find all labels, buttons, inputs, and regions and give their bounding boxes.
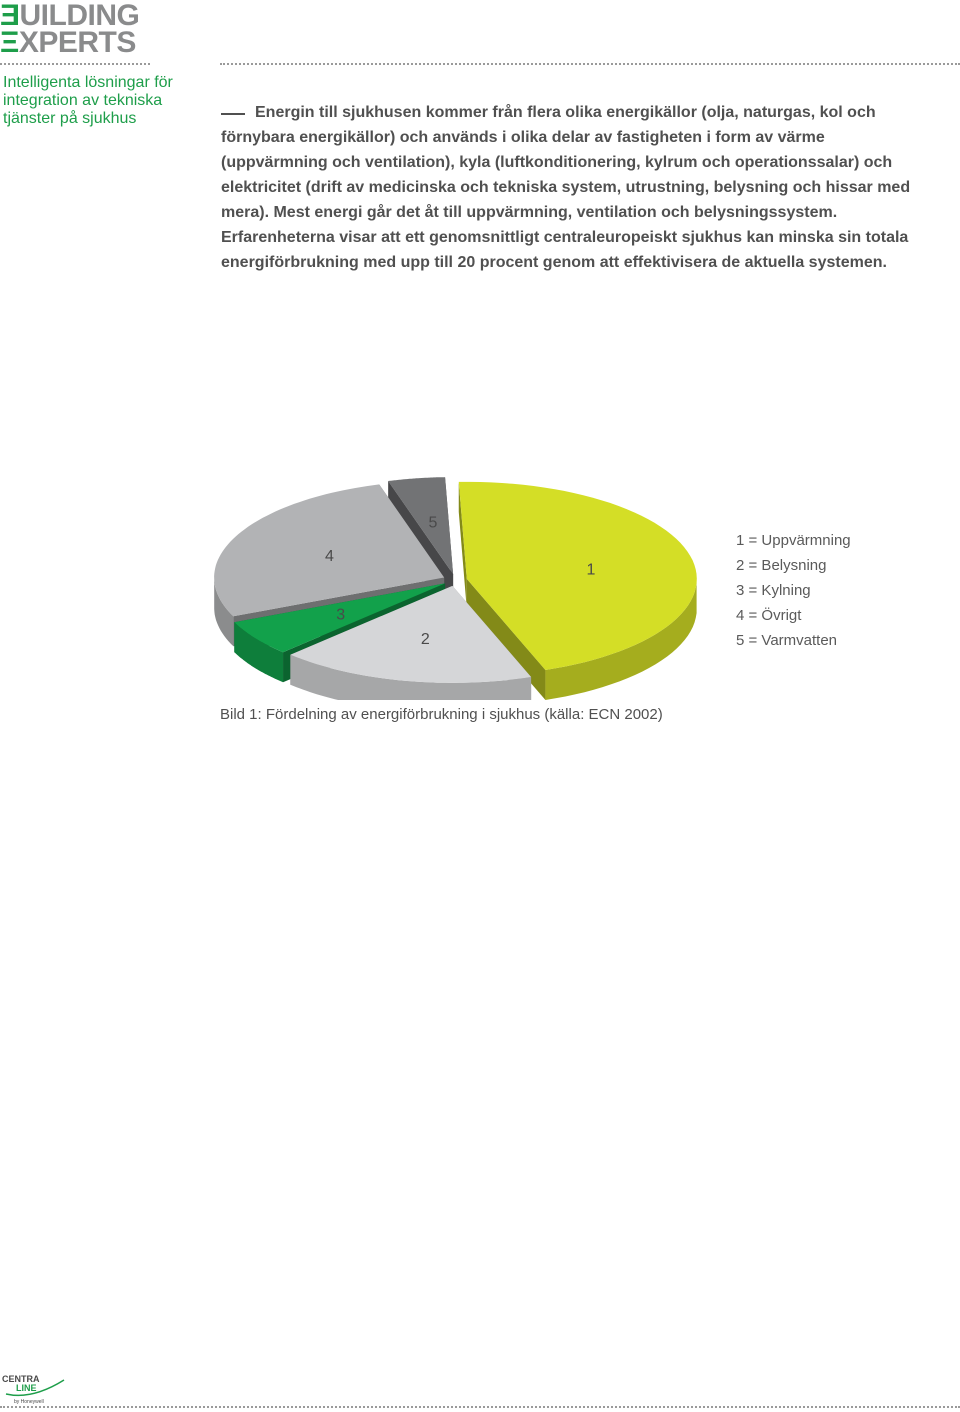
footer-brand-line1: CENTRA — [2, 1374, 40, 1384]
logo-b-mark: Ǝ — [0, 0, 20, 32]
legend-item-5: 5 = Varmvatten — [736, 632, 838, 649]
intro-paragraph — [221, 100, 921, 275]
chart-legend — [736, 528, 851, 653]
building-experts-logo — [0, 0, 160, 59]
pie-label-4: 4 — [325, 547, 334, 565]
intro-text: Energin till sjukhusen kommer från flera olika energikällor (olja, naturgas, kol och förnybara energikällor) och används i olika delar av fastigheten i form av värme (uppvärmning och ventilation), kyla (luftkonditionering, kylrum och operationssalar) och elektricitet (drift av medicinska och tekniska system, utrustning, belysning och hissar med mera). Mest energi går det åt till uppvärmning, ventilation och belysningssystem. Erfarenheterna visar att ett genomsnittligt centraleuropeiskt sjukhus kan minska sin totala energiförbrukning med upp till 20 procent genom att effektivisera de aktuella systemen. — [221, 104, 911, 271]
sidebar-title: Intelligenta lösningar för integration av tekniska tjänster på sjukhus — [3, 74, 173, 127]
centraline-logo — [2, 1372, 72, 1406]
pie-label-3: 3 — [336, 606, 346, 624]
logo-line1: UILDING — [19, 0, 140, 32]
footer-divider — [0, 1406, 960, 1408]
pie-label-2: 2 — [420, 631, 430, 648]
header-divider-right — [220, 63, 960, 65]
footer-brand-line2: LINE — [16, 1383, 37, 1393]
legend-item-2: 2 = Belysning — [736, 557, 827, 574]
pie-label-5: 5 — [428, 514, 438, 532]
legend-item-3: 3 = Kylning — [736, 582, 811, 599]
energy-pie-chart — [200, 460, 720, 700]
figure-caption: Bild 1: Fördelning av energiförbrukning i sjukhus (källa: ECN 2002) — [220, 706, 663, 723]
header-divider-left — [0, 63, 150, 65]
pie-label-1: 1 — [586, 561, 596, 579]
legend-item-1: 1 = Uppvärmning — [736, 532, 851, 549]
footer-brand-sub: by Honeywell — [14, 1399, 44, 1405]
legend-item-4: 4 = Övrigt — [736, 607, 802, 624]
logo-line2: XPERTS — [18, 26, 136, 59]
logo-e-mark: Ξ — [0, 26, 19, 59]
intro-dash — [221, 113, 245, 115]
